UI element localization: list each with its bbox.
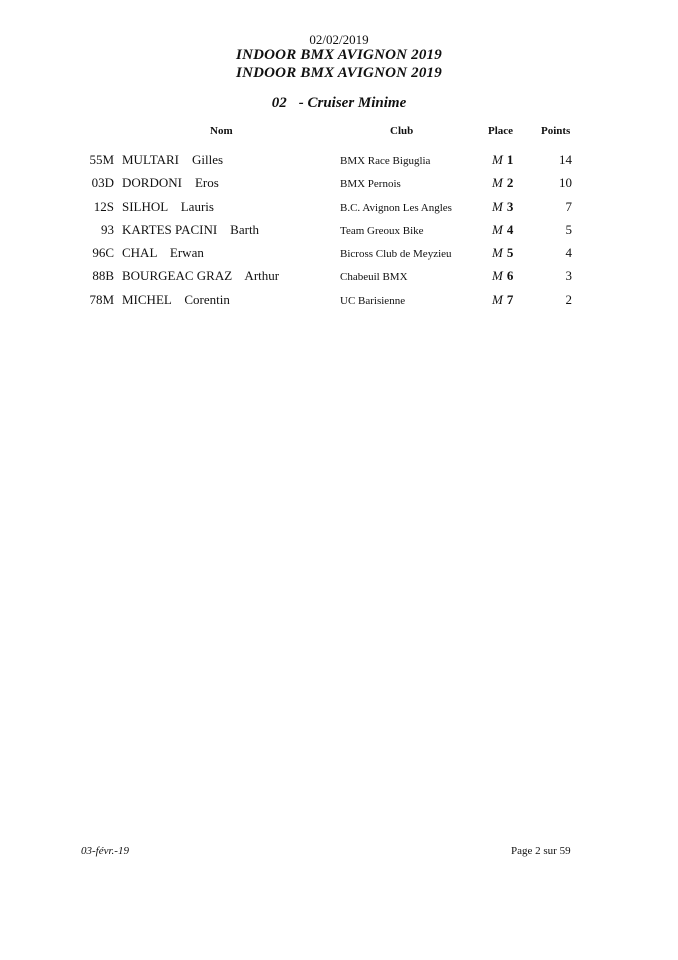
place-prefix: M xyxy=(492,152,503,167)
category-number: 02 xyxy=(271,95,287,111)
rider-plate: 12S xyxy=(93,199,114,214)
rider-plate: 55M xyxy=(89,152,114,167)
result-row xyxy=(0,245,678,268)
place-number: 4 xyxy=(506,222,514,237)
rider-place xyxy=(492,268,513,284)
result-row xyxy=(0,175,678,198)
rider-plate: 78M xyxy=(89,292,114,307)
category-heading xyxy=(0,95,678,112)
rider-name: KARTES PACINI Barth xyxy=(122,222,260,237)
rider-name: MULTARI Gilles xyxy=(122,152,224,167)
category-name: - Cruiser Minime xyxy=(298,95,407,111)
rider-club: BMX Pernois xyxy=(340,178,401,190)
print-date: 03-févr.-19 xyxy=(81,845,129,857)
rider-place xyxy=(492,245,513,261)
rider-points: 3 xyxy=(565,268,572,283)
rider-points: 2 xyxy=(565,292,572,307)
rider-points: 10 xyxy=(559,175,572,190)
rider-points: 7 xyxy=(565,199,572,214)
rider-points: 5 xyxy=(565,222,572,237)
rider-plate: 03D xyxy=(91,175,114,190)
rider-plate: 93 xyxy=(101,222,114,237)
column-header-nom: Nom xyxy=(210,125,233,137)
event-title: INDOOR BMX AVIGNON 2019 xyxy=(236,47,442,63)
column-header-club: Club xyxy=(390,125,414,137)
page-number: Page 2 sur 59 xyxy=(511,845,571,857)
result-row xyxy=(0,222,678,245)
rider-place xyxy=(492,152,513,168)
rider-name: CHAL Erwan xyxy=(122,245,204,260)
place-number: 3 xyxy=(506,199,514,214)
place-prefix: M xyxy=(492,175,503,190)
rider-club: Chabeuil BMX xyxy=(340,271,408,283)
result-row xyxy=(0,292,678,315)
result-row xyxy=(0,199,678,222)
rider-club: Bicross Club de Meyzieu xyxy=(340,248,452,260)
rider-name: SILHOL Lauris xyxy=(122,199,214,214)
rider-plate: 96C xyxy=(92,245,114,260)
result-row xyxy=(0,268,678,291)
place-prefix: M xyxy=(492,222,503,237)
rider-plate: 88B xyxy=(92,268,114,283)
rider-club: Team Greoux Bike xyxy=(340,225,424,237)
place-prefix: M xyxy=(492,292,503,307)
event-title-repeat: INDOOR BMX AVIGNON 2019 xyxy=(236,65,442,81)
place-prefix: M xyxy=(492,268,503,283)
rider-points: 4 xyxy=(565,245,572,260)
rider-club: BMX Race Biguglia xyxy=(340,155,431,167)
rider-place xyxy=(492,222,513,238)
place-number: 5 xyxy=(506,245,514,260)
place-number: 1 xyxy=(506,152,514,167)
rider-name: BOURGEAC GRAZ Arthur xyxy=(122,268,280,283)
rider-place xyxy=(492,199,513,215)
result-row xyxy=(0,152,678,175)
rider-place xyxy=(492,292,513,308)
place-prefix: M xyxy=(492,245,503,260)
place-number: 2 xyxy=(506,175,514,190)
rider-club: B.C. Avignon Les Angles xyxy=(340,202,452,214)
place-number: 6 xyxy=(506,268,514,283)
place-number: 7 xyxy=(506,292,514,307)
column-header-points: Points xyxy=(541,125,571,137)
rider-name: MICHEL Corentin xyxy=(122,292,230,307)
rider-club: UC Barisienne xyxy=(340,295,406,307)
event-date: 02/02/2019 xyxy=(309,32,369,47)
rider-points: 14 xyxy=(559,152,572,167)
column-header-place: Place xyxy=(488,125,514,137)
rider-name: DORDONI Eros xyxy=(122,175,219,190)
rider-place xyxy=(492,175,513,191)
place-prefix: M xyxy=(492,199,503,214)
